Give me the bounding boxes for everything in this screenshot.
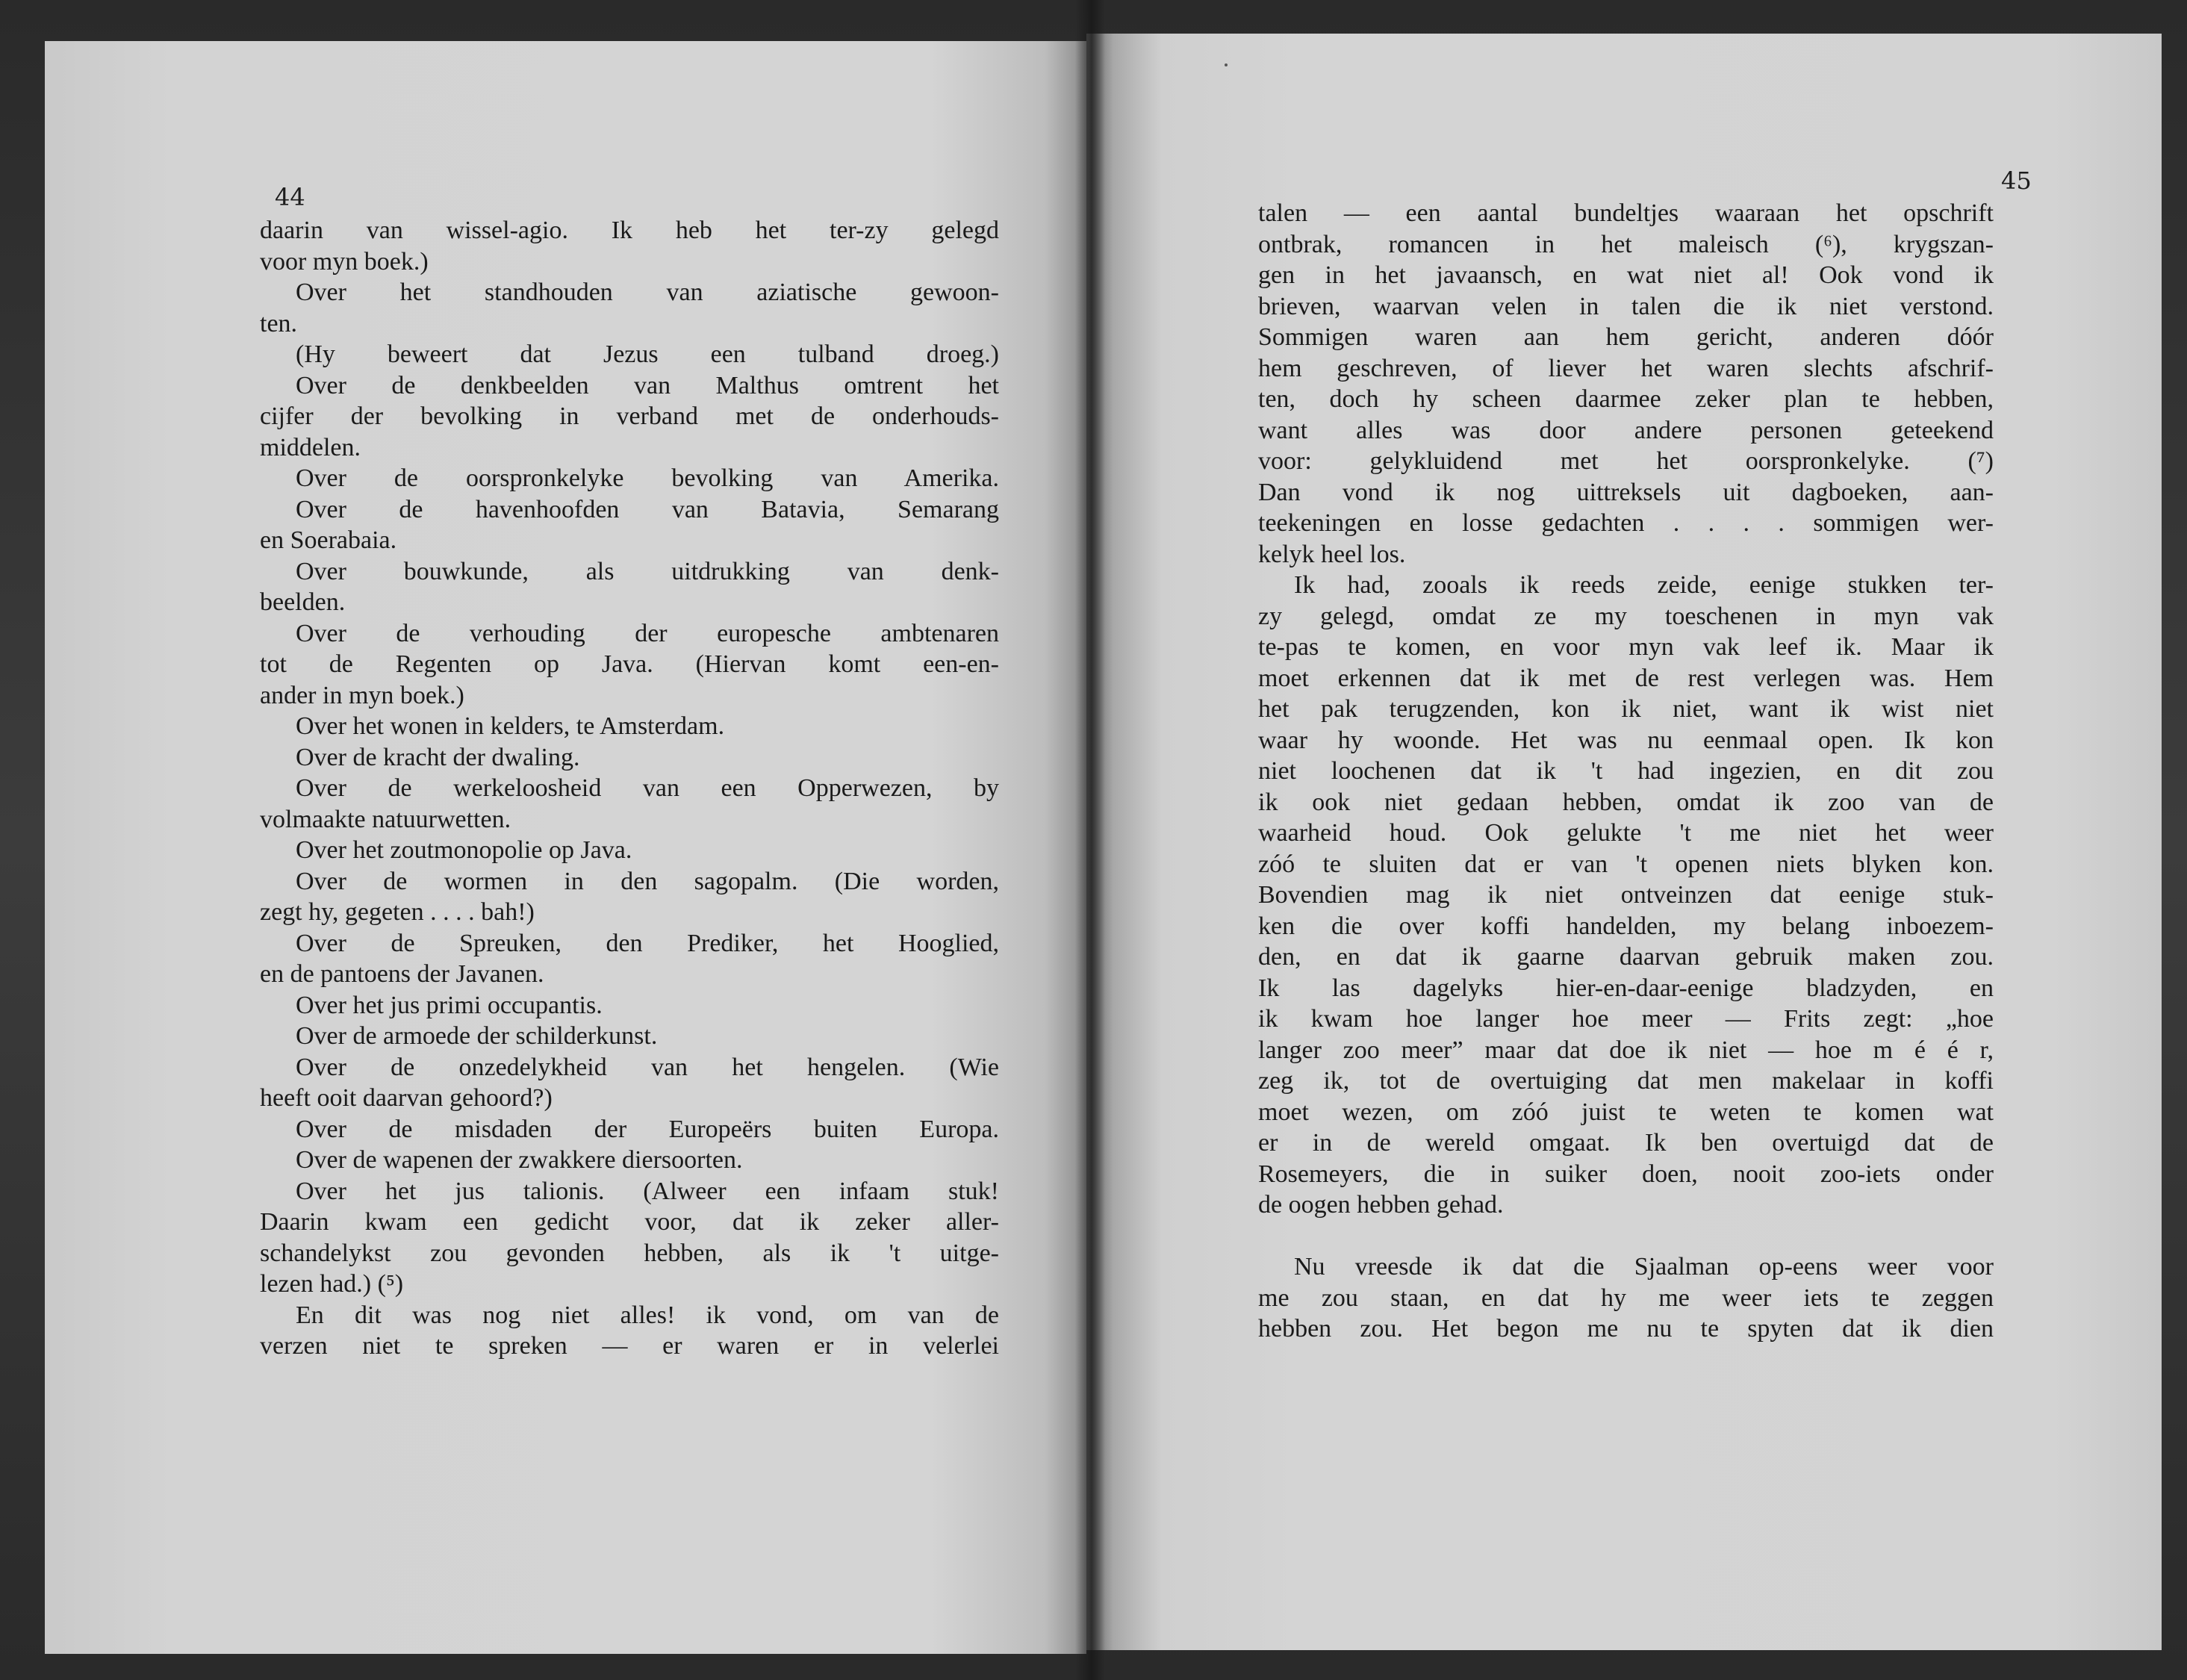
text-line: want alles was door andere personen geteekend [1258, 416, 1994, 444]
text-line: Over het wonen in kelders, te Amsterdam. [296, 712, 725, 740]
text-line: en de pantoens der Javanen. [260, 960, 544, 988]
text-line: ander in myn boek.) [260, 681, 464, 709]
text-line: Daarin kwam een gedicht voor, dat ik zeker aller- [260, 1208, 999, 1236]
text-line: Over de onzedelykheid van het hengelen. (Wie [296, 1053, 999, 1081]
scan-speck [1225, 63, 1228, 66]
text-line: moet erkennen dat ik met de rest verlegen was. Hem [1258, 664, 1994, 692]
text-line: moet wezen, om zóó juist te weten te komen wat [1258, 1098, 1994, 1126]
text-line: voor myn boek.) [260, 247, 429, 276]
text-line: Over bouwkunde, als uitdrukking van denk- [296, 557, 999, 585]
text-line: Sommigen waren aan hem gericht, anderen dóór [1258, 323, 1994, 351]
text-line: brieven, waarvan velen in talen die ik niet verstond. [1258, 292, 1994, 320]
text-line: heeft ooit daarvan gehoord?) [260, 1084, 553, 1112]
text-line: Over de Spreuken, den Prediker, het Hooglied, [296, 929, 999, 957]
text-line: Dan vond ik nog uittreksels uit dagboeken, aan- [1258, 478, 1994, 506]
text-line: hem geschreven, of liever het waren slechts afschrif- [1258, 354, 1994, 382]
text-line: en Soerabaia. [260, 526, 397, 554]
text-line: Over de wapenen der zwakkere diersoorten. [296, 1146, 743, 1174]
text-line: te-pas te komen, en voor myn vak leef ik. Maar ik [1258, 633, 1994, 661]
text-line: de oogen hebben gehad. [1258, 1191, 1504, 1219]
text-line: langer zoo meer” maar dat doe ik niet — hoe m é é r, [1258, 1036, 1994, 1064]
text-line: niet loochenen dat ik 't had ingezien, en dit zou [1258, 757, 1994, 785]
left-page-text [260, 215, 999, 1362]
text-line: waar hy woonde. Het was nu eenmaal open. Ik kon [1258, 726, 1994, 754]
text-line: daarin van wissel-agio. Ik heb het ter-zy gelegd [260, 217, 999, 244]
text-line: lezen had.) (⁵) [260, 1270, 404, 1298]
text-line: ten, doch hy scheen daarmee zeker plan te hebben, [1258, 385, 1994, 413]
text-line: Bovendien mag ik niet ontveinzen dat eenige stuk- [1258, 881, 1994, 909]
text-line: zeg ik, tot de overtuiging dat men makelaar in koffi [1258, 1067, 1994, 1095]
text-line: Over de oorspronkelyke bevolking van Amerika. [296, 464, 999, 492]
text-line: cijfer der bevolking in verband met de onderhouds- [260, 402, 999, 430]
text-line: Over de armoede der schilderkunst. [296, 1022, 658, 1050]
text-line: me zou staan, en dat hy me weer iets te zeggen [1258, 1284, 1994, 1312]
text-line: kelyk heel los. [1258, 540, 1406, 568]
text-line: Rosemeyers, die in suiker doen, nooit zoo-iets onder [1258, 1160, 1994, 1188]
text-line: voor: gelykluidend met het oorspronkelyke. (⁷) [1258, 447, 1994, 475]
text-line: zy gelegd, omdat ze my toeschenen in myn vak [1258, 602, 1994, 630]
page-number-right: 45 [2001, 167, 2032, 195]
text-line: Over de misdaden der Europeërs buiten Europa. [296, 1115, 999, 1143]
text-line: Over de werkeloosheid van een Opperwezen, by [296, 774, 999, 802]
text-line: Over het jus talionis. (Alweer een infaam stuk! [296, 1177, 999, 1205]
text-line: (Hy beweert dat Jezus een tulband droeg.) [296, 340, 999, 368]
book-gutter [1075, 0, 1105, 1680]
text-line: verzen niet te spreken — er waren er in velerlei [260, 1332, 999, 1360]
text-line: ken die over koffi handelden, my belang inboezem- [1258, 912, 1994, 940]
text-line: Over de havenhoofden van Batavia, Semarang [296, 495, 999, 523]
text-line: teekeningen en losse gedachten . . . . sommigen wer- [1258, 509, 1994, 537]
text-line: hebben zou. Het begon me nu te spyten dat ik dien [1258, 1315, 1994, 1343]
text-line: Over het zoutmonopolie op Java. [296, 836, 632, 864]
text-line: volmaakte natuurwetten. [260, 805, 511, 833]
right-page-text [1258, 198, 1994, 1345]
text-line: Over het jus primi occupantis. [296, 991, 603, 1019]
text-line: zóó te sluiten dat er van 't openen niets blyken kon. [1258, 850, 1994, 878]
text-line: ontbrak, romancen in het maleisch (⁶), krygszan- [1258, 230, 1994, 258]
text-line: ik kwam hoe langer hoe meer — Frits zegt: „hoe [1258, 1005, 1994, 1033]
text-line: schandelykst zou gevonden hebben, als ik 't uitge- [260, 1239, 999, 1267]
text-line: Over de kracht der dwaling. [296, 743, 580, 771]
text-line: Over het standhouden van aziatische gewoon- [296, 279, 999, 306]
text-line: ten. [260, 309, 298, 337]
text-line: Ik had, zooals ik reeds zeide, eenige stukken ter- [1294, 571, 1994, 599]
right-page [1086, 34, 2162, 1650]
text-line: Over de wormen in den sagopalm. (Die worden, [296, 867, 999, 895]
page-number-left: 44 [275, 183, 305, 211]
text-line: ik ook niet gedaan hebben, omdat ik zoo van de [1258, 788, 1994, 816]
text-line: middelen. [260, 433, 361, 461]
text-line: Nu vreesde ik dat die Sjaalman op-eens weer voor [1294, 1253, 1994, 1281]
text-line: talen — een aantal bundeltjes waaraan het opschrift [1258, 199, 1994, 227]
text-line [1258, 1221, 1994, 1252]
text-line: beelden. [260, 588, 346, 616]
text-line: waarheid houd. Ook gelukte 't me niet het weer [1258, 819, 1994, 847]
text-line: Over de verhouding der europesche ambtenaren [296, 619, 999, 647]
text-line: het pak terugzenden, kon ik niet, want ik wist niet [1258, 695, 1994, 723]
text-line: den, en dat ik gaarne daarvan gebruik maken zou. [1258, 943, 1994, 971]
text-line: Over de denkbeelden van Malthus omtrent het [296, 371, 999, 399]
text-line: er in de wereld omgaat. Ik ben overtuigd dat de [1258, 1129, 1994, 1157]
text-line: zegt hy, gegeten . . . . bah!) [260, 898, 535, 926]
text-line: gen in het javaansch, en wat niet al! Ook vond ik [1258, 261, 1994, 289]
text-line: En dit was nog niet alles! ik vond, om van de [296, 1301, 999, 1329]
text-line: Ik las dagelyks hier-en-daar-eenige bladzyden, en [1258, 974, 1994, 1002]
text-line: tot de Regenten op Java. (Hiervan komt een-en- [260, 650, 999, 678]
left-page [45, 41, 1086, 1654]
